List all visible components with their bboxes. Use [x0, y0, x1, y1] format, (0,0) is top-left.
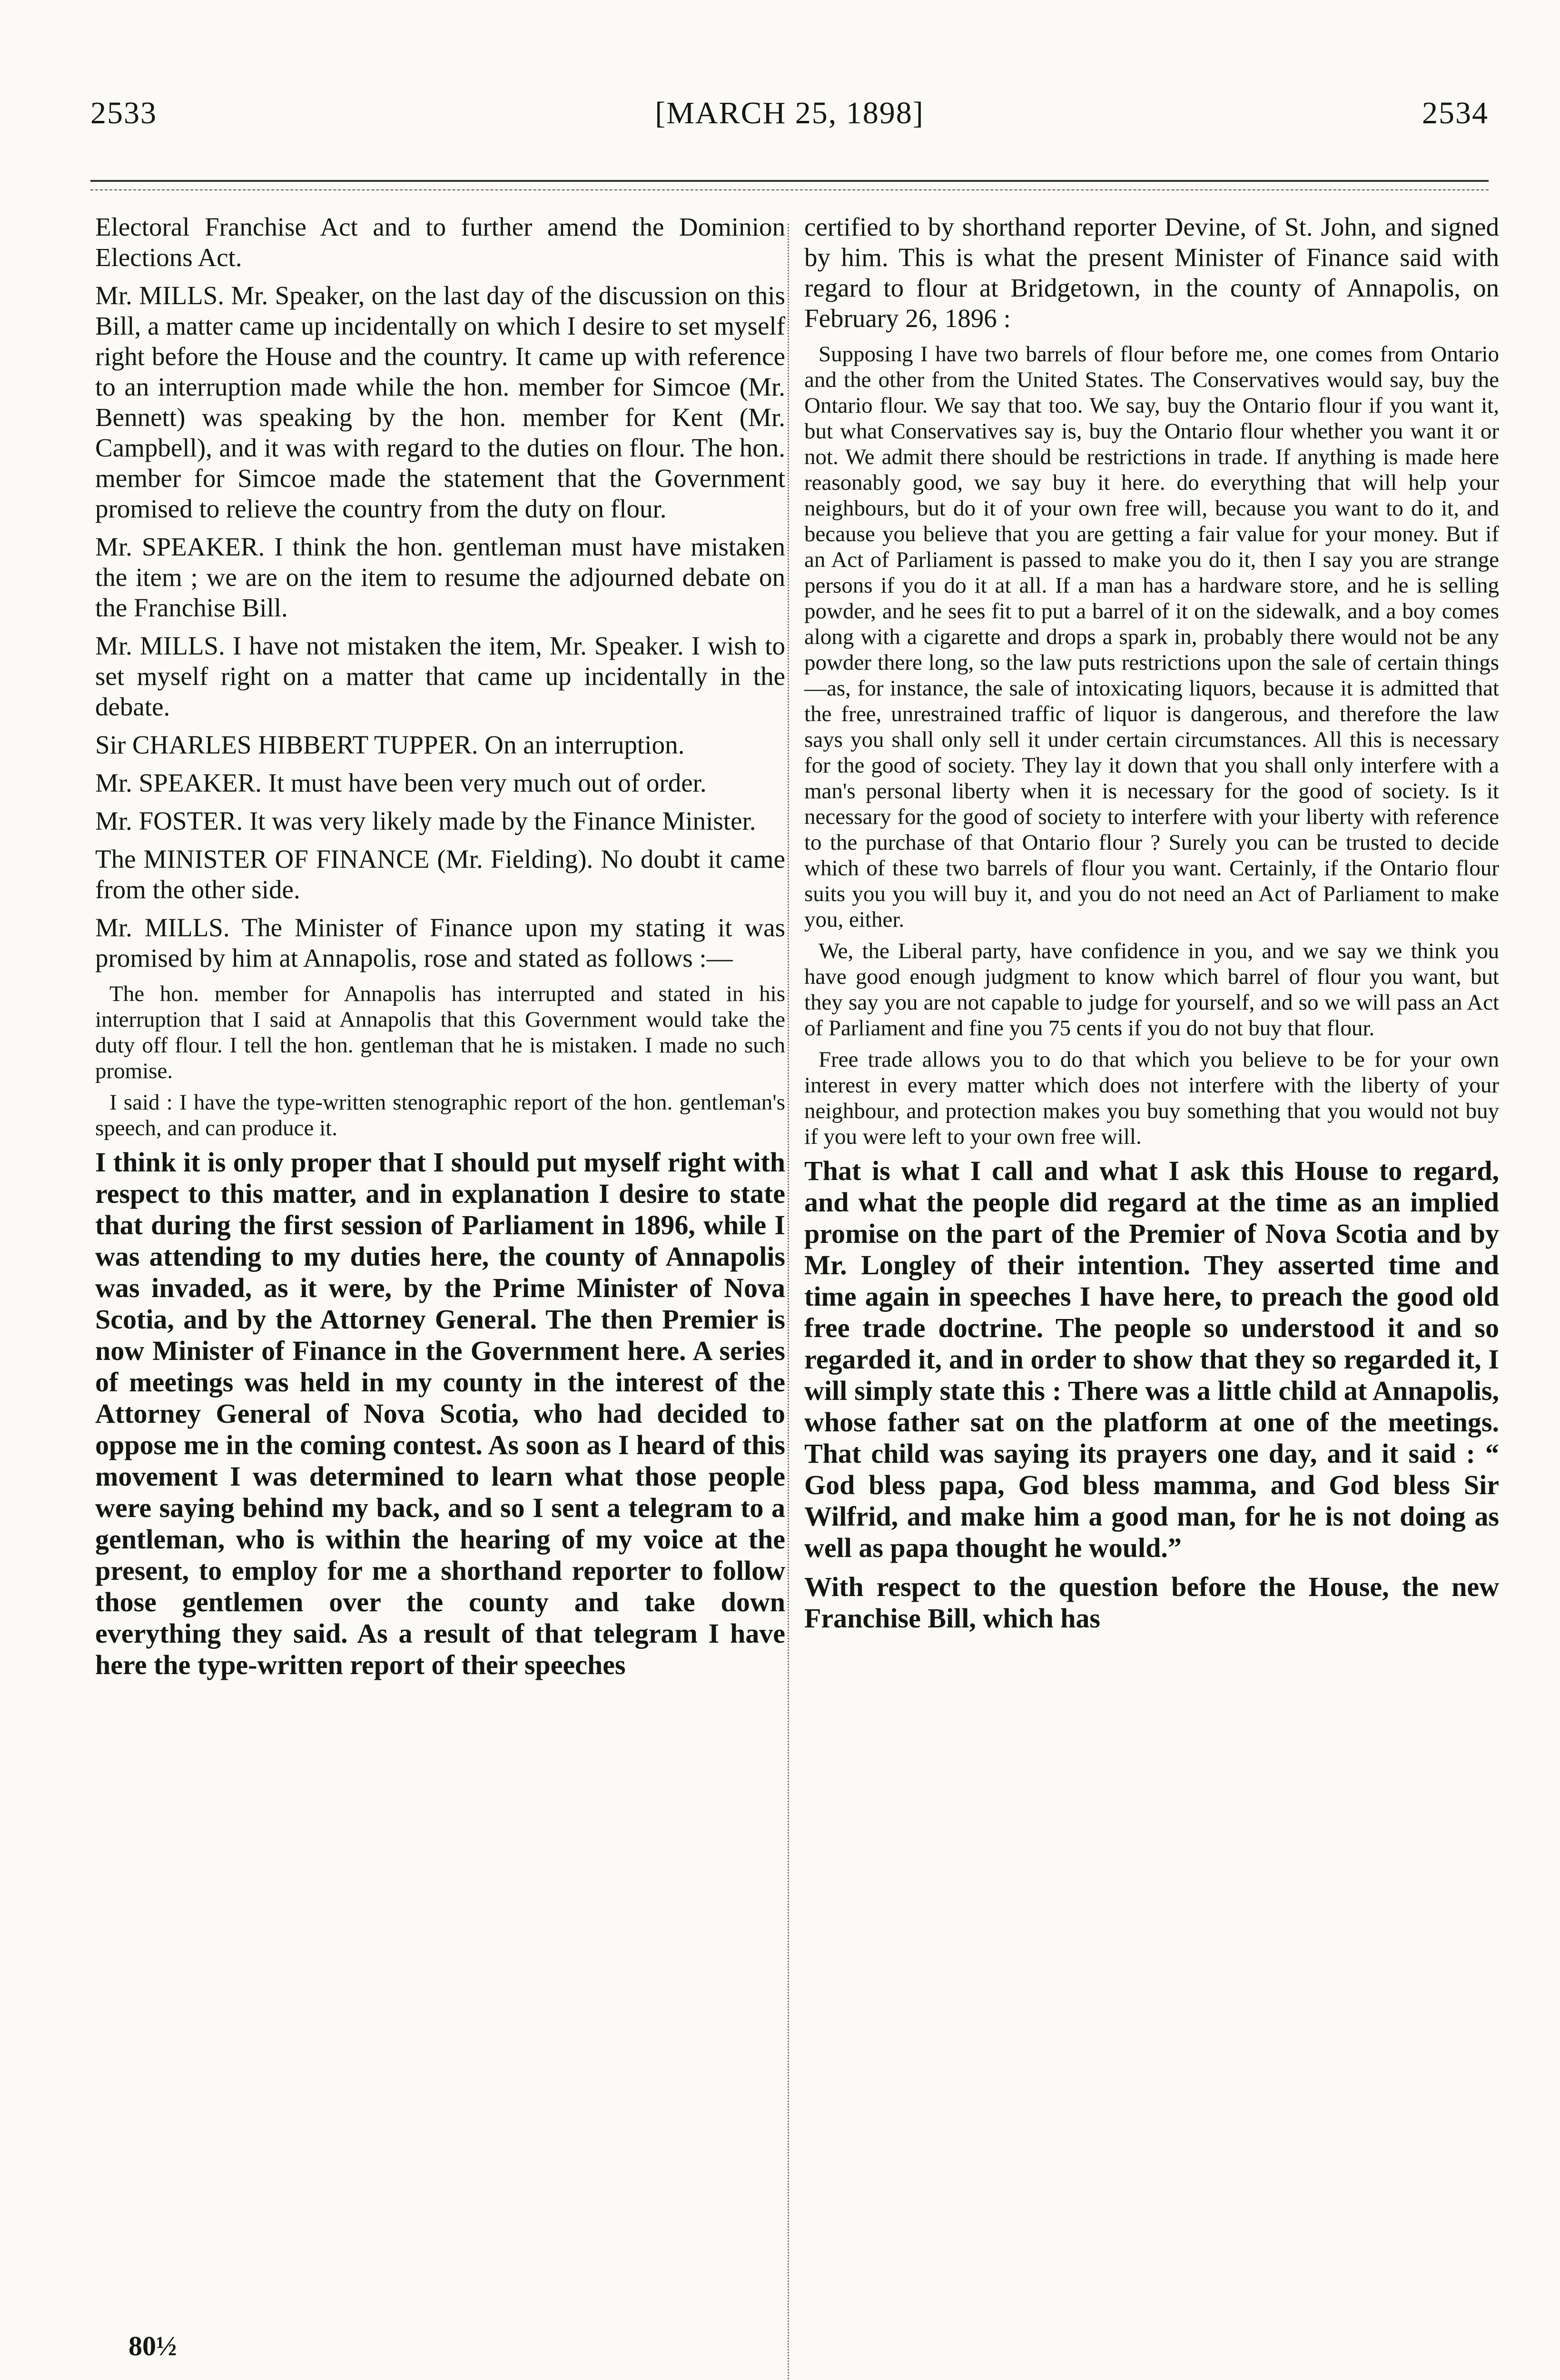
paragraph: Mr. MILLS. The Minister of Finance upon my stating it was promised by him at Annapolis, rose and stated as follows :— [95, 913, 785, 972]
quoted-paragraph: Free trade allows you to do that which you believe to be for your own interest in every matter which does not interfere with the liberty of your neighbour, and protection makes you buy something that you would not buy if you were left to your own free will. [804, 1047, 1499, 1149]
page-header [90, 95, 1489, 138]
header-rule [90, 180, 1489, 182]
paragraph: The MINISTER OF FINANCE (Mr. Fielding). No doubt it came from the other side. [95, 844, 785, 904]
paragraph: certified to by shorthand reporter Devine, of St. John, and signed by him. This is what the present Minister of Finance said with regard to flour at Bridgetown, in the county of Annapolis, on February 26, 1896 : [804, 212, 1499, 333]
left-column [95, 212, 785, 1688]
paragraph: Mr. SPEAKER. It must have been very much out of order. [95, 768, 707, 797]
paragraph: Sir CHARLES HIBBERT TUPPER. On an interruption. [95, 730, 685, 759]
paragraph: I think it is only proper that I should put myself right with respect to this matter, and in explanation I desire to state that during the first session of Parliament in 1896, while I was attending to my duties here, the county of Annapolis was invaded, as it were, by the Prime Minister of Nova Scotia, and by the Attorney General. The then Premier is now Minister of Finance in the Government here. A series of meetings was held in my county in the interest of the Attorney General of Nova Scotia, who had decided to oppose me in the coming contest. As soon as I heard of this movement I was determined to learn what those people were saying behind my back, and so I sent a telegram to a gentleman, who is within the hearing of my voice at the present, to employ for me a shorthand reporter to follow those gentlemen over the county and take down everything they said. As a result of that telegram I have here the type-written report of their speeches [95, 1147, 785, 1680]
page-number-left: 2533 [90, 96, 157, 130]
paragraph: With respect to the question before the House, the new Franchise Bill, which has [804, 1571, 1499, 1634]
page-date: [MARCH 25, 1898] [655, 96, 924, 130]
column-divider [788, 224, 789, 2380]
quoted-paragraph: The hon. member for Annapolis has interrupted and stated in his interruption that I said at Annapolis that this Government would take the duty off flour. I tell the hon. gentleman that he is mistaken. I made no such promise. [95, 982, 785, 1083]
quoted-paragraph: Supposing I have two barrels of flour before me, one comes from Ontario and the other from the United States. The Conservatives would say, buy the Ontario flour. We say that too. We say, buy the Ontario flour if you want it, but what Conservatives say is, buy the Ontario flour whether you want it or not. We admit there should be restrictions in trade. If anything is made here reasonably good, we say buy it here. do everything that will help your neighbours, but do it of your own free will, because you want to do it, and because you believe that you are getting a fair value for your money. But if an Act of Parliament is passed to make you do it, then I say you are strange persons if you do it at all. If a man has a hardware store, and he is selling powder, and he sees fit to put a barrel of it on the sidewalk, and a boy comes along with a cigarette and drops a spark in, probably there would not be any powder there long, so the law puts restrictions upon the sale of certain things—as, for instance, the sale of intoxicating liquors, because it is admitted that the free, unrestrained traffic of liquor is dangerous, and therefore the law says you shall only sell it under certain circumstances. All this is necessary for the good of society. They lay it down that you shall only interfere with a man's personal liberty when it is necessary for the good of society. Is it necessary for the good of society to interfere with your liberty with reference to the purchase of that Ontario flour ? Surely you can be trusted to decide which of these two barrels of flour you want. Certainly, if the Ontario flour suits you you will buy it, and you do not need an Act of Parliament to make you, either. [804, 342, 1499, 932]
signature-mark: 80½ [128, 2330, 177, 2361]
quoted-paragraph: I said : I have the type-written stenographic report of the hon. gentleman's speech, and can produce it. [95, 1090, 785, 1140]
header-rule-dashed [90, 189, 1489, 190]
paragraph: That is what I call and what I ask this House to regard, and what the people did regard at the time as an implied promise on the part of the Premier of Nova Scotia and by Mr. Longley of their intention. They asserted time and time again in speeches I have here, to preach the good old free trade doctrine. The people so understood it and so regarded it, and in order to show that they so regarded it, I will simply state this : There was a little child at Annapolis, whose father sat on the platform at one of the meetings. That child was saying its prayers one day, and it said : “ God bless papa, God bless mamma, and God bless Sir Wilfrid, and make him a good man, for he is not doing as well as papa thought he would.” [804, 1155, 1499, 1563]
paragraph: Mr. SPEAKER. I think the hon. gentleman must have mistaken the item ; we are on the item to resume the adjourned debate on the Franchise Bill. [95, 532, 785, 622]
quoted-paragraph: We, the Liberal party, have confidence in you, and we say we think you have good enough judgment to know which barrel of flour you want, but they say you are not capable to judge for yourself, and so we will pass an Act of Parliament and fine you 75 cents if you do not buy that flour. [804, 939, 1499, 1041]
paragraph: Mr. MILLS. Mr. Speaker, on the last day of the discussion on this Bill, a matter came up incidentally on which I desire to set myself right before the House and the country. It came up with reference to an interruption made while the hon. member for Simcoe (Mr. Bennett) was speaking by the hon. member for Kent (Mr. Campbell), and it was with regard to the duties on flour. The hon. member for Simcoe made the statement that the Government promised to relieve the country from the duty on flour. [95, 281, 785, 523]
paragraph: Mr. FOSTER. It was very likely made by the Finance Minister. [95, 806, 756, 835]
paragraph: Electoral Franchise Act and to further amend the Dominion Elections Act. [95, 212, 785, 272]
right-column [804, 212, 1499, 1642]
paragraph: Mr. MILLS. I have not mistaken the item, Mr. Speaker. I wish to set myself right on a matter that came up incidentally in the debate. [95, 631, 785, 721]
page-number-right: 2534 [1422, 96, 1489, 130]
